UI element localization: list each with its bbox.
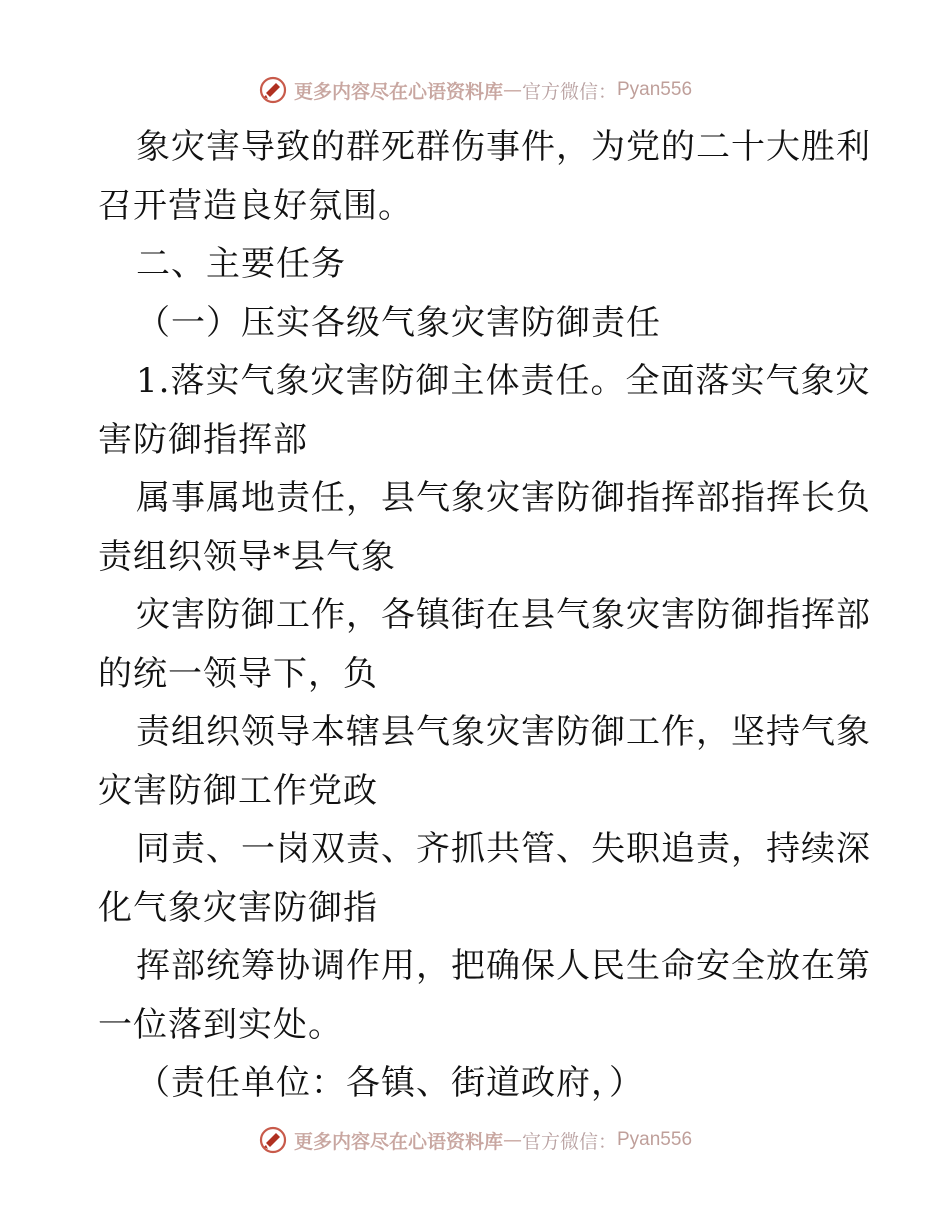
watermark-wechat-id: Pyan556 <box>617 79 693 100</box>
paragraph-line: 灾害防御工作党政 <box>98 770 378 811</box>
paragraph-line: 害防御指挥部 <box>98 419 308 460</box>
paragraph-line: 责组织领导本辖县气象灾害防御工作，坚持气象 <box>136 712 871 752</box>
watermark-wechat-id: Pyan556 <box>617 1129 693 1150</box>
paragraph-line: 象灾害导致的群死群伤事件，为党的二十大胜利 <box>136 127 871 167</box>
paragraph-line: 化气象灾害防御指 <box>98 887 378 928</box>
paragraph-line: 同责、一岗双责、齐抓共管、失职追责，持续深 <box>136 829 871 869</box>
watermark-main-text: 更多内容尽在心语资料库 <box>293 1130 503 1153</box>
paragraph-line: 1.落实气象灾害防御主体责任。全面落实气象灾 <box>136 361 871 401</box>
watermark-label: 官方微信： <box>521 1130 617 1153</box>
document-body <box>98 118 871 1113</box>
paragraph-line: 属事属地责任，县气象灾害防御指挥部指挥长负 <box>136 478 871 518</box>
paragraph-line: 责组织领导*县气象 <box>98 536 396 577</box>
header-watermark <box>0 70 950 110</box>
book-pen-logo-icon <box>258 75 288 105</box>
watermark-dash: — <box>502 1129 522 1151</box>
paragraph-line: 的统一领导下，负 <box>98 653 378 694</box>
section-heading: 二、主要任务 <box>136 244 346 284</box>
paragraph-line: 挥部统筹协调作用，把确保人民生命安全放在第 <box>136 946 871 986</box>
watermark-label: 官方微信： <box>521 80 617 103</box>
paragraph-line: 召开营造良好氛围。 <box>98 185 413 226</box>
paragraph-line: 一位落到实处。 <box>98 1004 343 1045</box>
subsection-heading: （一）压实各级气象灾害防御责任 <box>136 302 661 343</box>
watermark-dash: — <box>502 79 522 101</box>
footer-watermark <box>0 1120 950 1160</box>
watermark-main-text: 更多内容尽在心语资料库 <box>293 80 503 103</box>
paragraph-line: 灾害防御工作，各镇街在县气象灾害防御指挥部 <box>136 595 871 635</box>
book-pen-logo-icon <box>258 1125 288 1155</box>
responsibility-note: （责任单位：各镇、街道政府，） <box>136 1063 644 1103</box>
